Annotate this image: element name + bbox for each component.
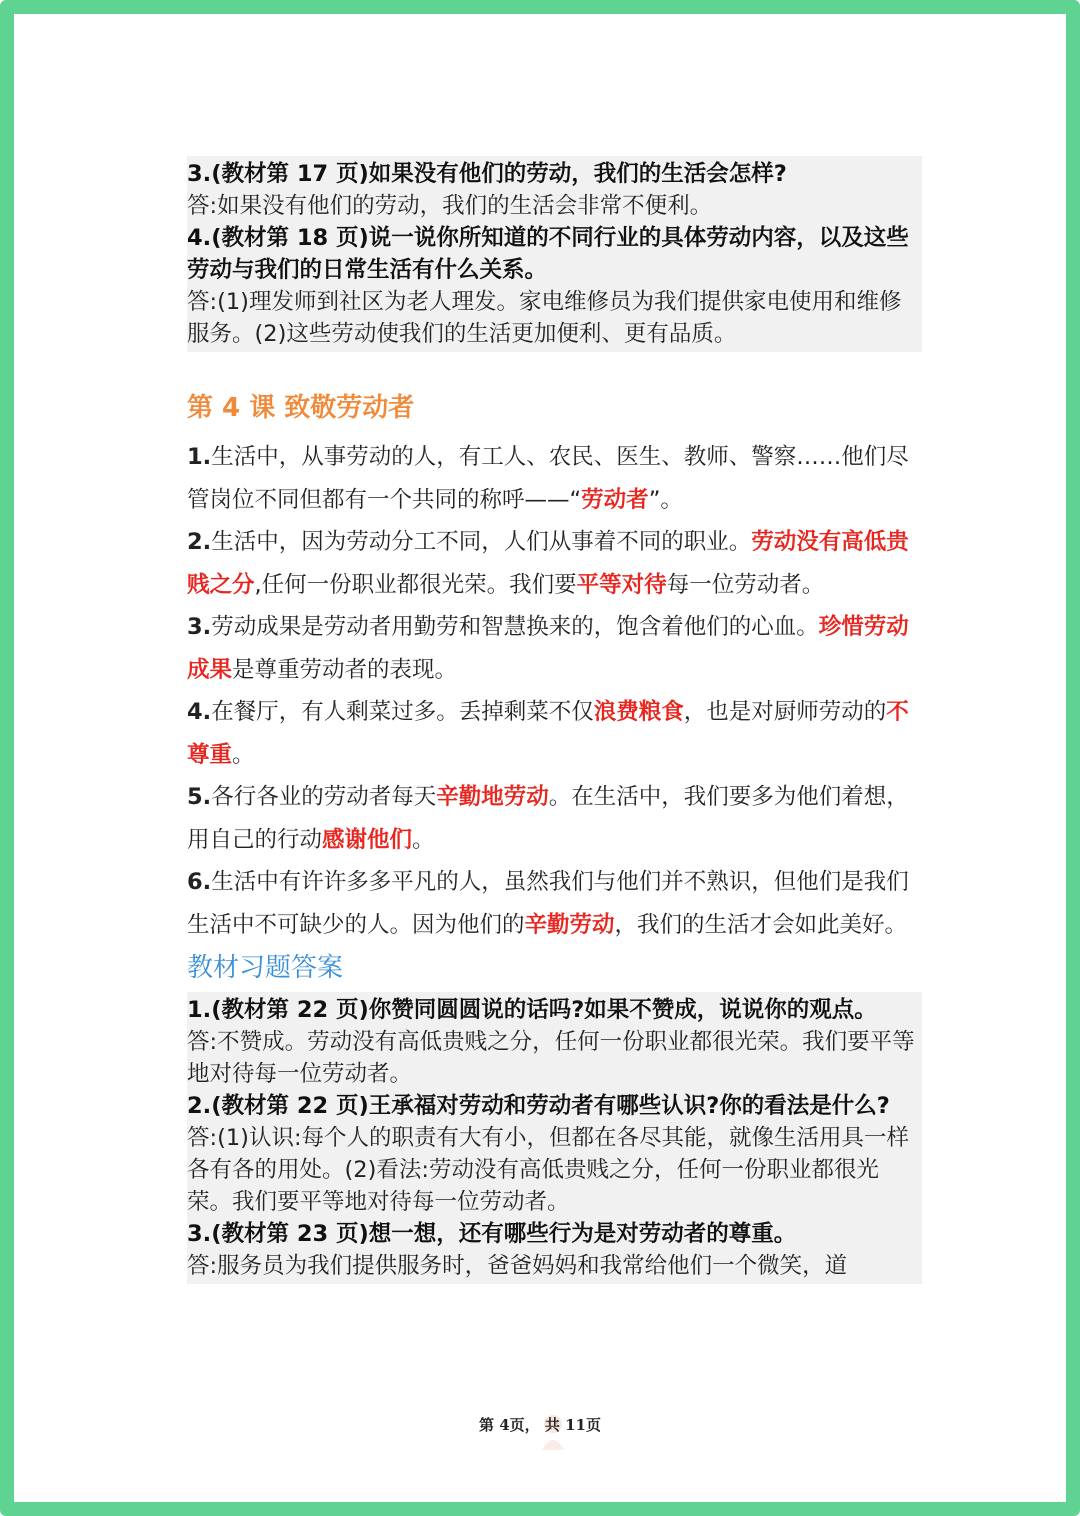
question-3: 3.(教材第 17 页)如果没有他们的劳动，我们的生活会怎样? <box>187 161 787 187</box>
highlight-text: 劳动没有高低贵贱之分 <box>187 529 909 598</box>
top-qa-block <box>187 156 922 352</box>
key-point <box>187 691 922 776</box>
exercise-answer-1: 答:不赞成。劳动没有高低贵贱之分，任何一份职业都很光荣。我们要平等地对待每一位劳动者。 <box>187 1029 915 1087</box>
point-number: 6. <box>187 869 212 895</box>
exercise-answer-2: 答:(1)认识:每个人的职责有大有小，但都在各尽其能，就像生活用具一样各有各的用处。(2)看法:劳动没有高低贵贱之分，任何一份职业都很光荣。我们要平等地对待每一位劳动者。 <box>187 1125 910 1215</box>
point-text: 是尊重劳动者的表现。 <box>232 656 458 683</box>
point-number: 1. <box>187 444 212 470</box>
point-text: ，我们的生活才会如此美好。 <box>614 911 908 938</box>
point-text: 。 <box>232 741 255 768</box>
question-4: 4.(教材第 18 页)说一说你所知道的不同行业的具体劳动内容，以及这些劳动与我们的日常生活有什么关系。 <box>187 225 909 283</box>
lesson-title: 第 4 课 致敬劳动者 <box>187 393 415 423</box>
highlight-text: 辛勤劳动 <box>524 911 615 938</box>
exercise-question-3: 3.(教材第 23 页)想一想，还有哪些行为是对劳动者的尊重。 <box>187 1221 797 1247</box>
highlight-text: 感谢他们 <box>322 826 413 853</box>
point-text: 生活中，因为劳动分工不同，人们从事着不同的职业。 <box>211 529 752 555</box>
highlight-text: 辛勤地劳动 <box>436 784 549 810</box>
page-number-footer: 第 4页， 共 11页 <box>479 1416 601 1434</box>
point-number: 3. <box>187 614 212 640</box>
key-points-list <box>187 436 922 946</box>
point-text: ”。 <box>648 486 683 513</box>
highlight-text: 劳动者 <box>581 486 649 513</box>
point-text: 生活中有许许多多平凡的人，虽然我们与他们并不熟识，但他们是我们生活中不可缺少的人。因为他们的 <box>187 869 909 938</box>
point-text: 。在生活中，我们要多为他们着想，用自己的行动 <box>187 784 909 853</box>
highlight-text: 不尊重 <box>187 699 909 768</box>
point-text: 劳动成果是劳动者用勤劳和智慧换来的，饱含着他们的心血。 <box>211 614 819 640</box>
answer-4: 答:(1)理发师到社区为老人理发。家电维修员为我们提供家电使用和维修服务。(2)这些劳动使我们的生活更加便利、更有品质。 <box>187 289 902 347</box>
highlight-text: 浪费粮食 <box>593 699 684 725</box>
point-number: 2. <box>187 529 212 555</box>
key-point <box>187 436 922 521</box>
exercise-question-1: 1.(教材第 22 页)你赞同圆圆说的话吗?如果不赞成，说说你的观点。 <box>187 997 877 1023</box>
point-text: 在餐厅，有人剩菜过多。丢掉剩菜不仅 <box>211 699 594 725</box>
answer-3: 答:如果没有他们的劳动，我们的生活会非常不便利。 <box>187 193 713 219</box>
point-text: ，也是对厨师劳动的 <box>683 699 887 725</box>
key-point <box>187 606 922 691</box>
page-content <box>187 156 922 1284</box>
exercise-question-2: 2.(教材第 22 页)王承福对劳动和劳动者有哪些认识?你的看法是什么? <box>187 1093 890 1119</box>
point-text: 每一位劳动者。 <box>666 571 825 598</box>
key-point <box>187 776 922 861</box>
point-number: 4. <box>187 699 212 725</box>
highlight-text: 平等对待 <box>576 571 667 598</box>
bottom-qa-block <box>187 992 922 1284</box>
point-text: 。 <box>412 826 435 853</box>
answers-section-title: 教材习题答案 <box>187 953 344 983</box>
point-text: 各行各业的劳动者每天 <box>211 784 437 810</box>
key-point <box>187 521 922 606</box>
key-point <box>187 861 922 946</box>
exercise-answer-3: 答:服务员为我们提供服务时，爸爸妈妈和我常给他们一个微笑，道 <box>187 1253 848 1279</box>
point-text: 生活中，从事劳动的人，有工人、农民、医生、教师、警察……他们尽管岗位不同但都有一个共同的称呼——“ <box>187 444 909 513</box>
highlight-text: 珍惜劳动成果 <box>187 614 909 683</box>
point-number: 5. <box>187 784 212 810</box>
point-text: ,任何一份职业都很光荣。我们要 <box>254 571 577 598</box>
